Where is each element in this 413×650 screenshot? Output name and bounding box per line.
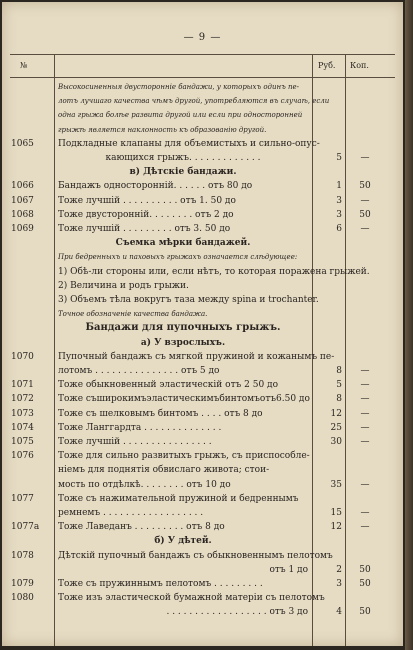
list-item [2,435,403,449]
list-item [2,336,403,350]
price-rub: 8 [336,394,342,405]
list-item [2,165,403,179]
item-text: Тоже Лаведанъ . . . . . . . . . отъ 8 до [58,522,225,533]
item-number: 1069 [11,224,34,234]
item-text: Тоже обыкновенный эластическій отъ 2 50 до [58,380,279,391]
item-text: Бандажъ односторонній. . . . . . отъ 80 до [58,181,253,192]
item-text: Съемка мѣрки бандажей. [115,238,251,249]
price-kop: — [360,422,370,433]
price-rub: 2 [336,564,342,575]
item-text: Тоже съширокимъэластическимъбинтомъотъ6.50 до [58,394,310,405]
price-rub: 3 [336,209,342,220]
price-kop: 50 [359,607,371,618]
header-bottom-rule [10,77,395,78]
item-text: Тоже изъ эластической бумажной матеріи съ пелотомъ [58,593,325,604]
item-text: Высокосиненныя двусторонніе бандажи, у которыхъ одинъ пе- [58,83,300,91]
list-item [2,250,403,264]
item-number: 1067 [11,195,34,206]
column-header-number: № [20,61,28,70]
price-kop: — [360,408,370,419]
item-text: Тоже съ шелковымъ бинтомъ . . . . отъ 8 до [58,408,263,419]
list-item [2,478,403,492]
list-item [2,265,403,279]
price-kop: — [360,366,370,376]
price-rub: 5 [336,153,342,163]
list-item [2,605,403,619]
price-kop: 50 [359,209,371,220]
item-text: в) Дѣтскіе бандажи. [129,167,237,178]
list-item [2,194,403,208]
price-kop: — [360,508,370,518]
item-text: . . . . . . . . . . . . . . . . . . отъ 3 до [166,607,308,618]
item-number: 1074 [11,422,34,433]
column-header-rub: Руб. [318,61,336,70]
item-text: Тоже съ нажимательной пружиной и бедреннымъ [58,493,299,504]
list-item [2,364,403,378]
list-item [2,236,403,250]
item-number: 1068 [11,209,34,220]
item-text: грыжѣ является наклонность къ образованію другой. [58,125,267,134]
item-text: ремнемъ . . . . . . . . . . . . . . . . . . [58,508,204,518]
price-kop: — [360,224,370,234]
price-kop: — [360,195,370,206]
item-text: Пупочный бандажъ съ мягкой пружиной и кожанымъ пе- [58,351,335,362]
header-top-rule [10,54,395,55]
item-text: ніемъ для поднятія обвислаго живота; стои- [58,465,270,476]
item-number: 1070 [11,351,34,362]
price-rub: 35 [330,479,342,490]
price-kop: — [360,437,370,447]
price-rub: 1 [336,181,342,192]
list-item [2,563,403,577]
item-text: одна грыжа болѣе развита другой или если при односторонней [58,111,303,120]
item-text: лотъ лучшаго качества чѣмъ другой, употребляются въ случаѣ, если [58,97,330,106]
list-item [2,449,403,463]
column-header-kop: Коп. [350,61,369,70]
price-kop: — [360,522,370,533]
item-text: 3) Объемъ тѣла вокругъ таза между spina и trochanter. [58,295,319,305]
price-rub: 15 [330,508,342,518]
list-item [2,506,403,520]
page-edge [405,0,413,650]
price-kop: — [360,153,370,163]
price-kop: 50 [359,181,371,192]
item-text: 1) Обѣ-ли стороны или, если нѣтъ, то которая поражена грыжей. [58,266,370,277]
price-rub: 5 [336,380,342,391]
price-kop: 50 [359,579,371,589]
list-item [2,407,403,421]
item-text: мость по отдѣлкѣ. . . . . . . . отъ 10 до [58,479,231,490]
item-text: Тоже лучшій . . . . . . . . . . отъ 1. 50 до [58,195,236,206]
item-number: 1076 [11,451,34,462]
list-item [2,321,403,335]
list-item [2,463,403,477]
list-item [2,549,403,563]
item-text: Точное обозначеніе качества бандажа. [58,310,208,319]
item-number: 1065 [11,138,34,149]
item-number: 1071 [11,380,34,391]
list-item [2,80,403,94]
price-rub: 25 [330,422,342,433]
item-text: Тоже съ пружиннымъ пелотомъ . . . . . . . . . [58,579,263,589]
price-kop: — [360,479,370,490]
price-rub: 8 [336,366,342,376]
price-kop: — [360,380,370,391]
price-rub: 12 [330,522,342,533]
item-text: Подкладные клапаны для объемистыхъ и сильно-опус- [58,138,320,149]
price-rub: 30 [330,437,342,447]
item-number: 1072 [11,394,34,405]
item-text: Дѣтскій пупочный бандажъ съ обыкновеннымъ пелотомъ [58,550,333,561]
list-item [2,222,403,236]
page-number: — 9 — [183,32,222,43]
list-item [2,108,403,122]
list-item [2,350,403,364]
item-text: отъ 1 до [269,564,308,575]
item-text: Бандажи для пупочныхъ грыжъ. [85,322,281,334]
list-item [2,307,403,321]
list-item [2,534,403,548]
list-item [2,123,403,137]
item-text: б) У дѣтей. [154,536,212,547]
list-item [2,293,403,307]
list-item [2,137,403,151]
list-item [2,392,403,406]
price-rub: 4 [336,607,342,618]
price-rub: 12 [330,408,342,419]
price-kop: — [360,394,370,405]
item-number: 1066 [11,181,34,192]
price-rub: 3 [336,195,342,206]
list-item [2,208,403,222]
list-item [2,520,403,534]
item-text: кающихся грыжъ. . . . . . . . . . . . . [105,153,261,163]
item-number: 1077а [11,522,40,533]
price-rub: 6 [336,224,342,234]
list-item [2,591,403,605]
list-item [2,94,403,108]
item-text: При бедренныхъ и паховыхъ грыжахъ означается слѣдующее: [58,253,298,262]
item-text: Тоже лучшій . . . . . . . . . . . . . . . . [58,437,212,447]
item-text: Тоже для сильно развитыхъ грыжъ, съ приспособле- [58,451,310,462]
list-item [2,378,403,392]
item-number: 1077 [11,493,34,504]
price-rub: 3 [336,579,342,589]
list-item [2,279,403,293]
item-text: Тоже Ланггардта . . . . . . . . . . . . . . [58,422,222,433]
list-item [2,492,403,506]
item-text: а) У взрослыхъ. [140,337,226,348]
item-number: 1073 [11,408,34,419]
item-number: 1080 [11,593,34,604]
list-item [2,151,403,165]
price-kop: 50 [359,564,371,575]
item-number: 1079 [11,579,34,589]
item-text: Тоже двусторонній. . . . . . . . отъ 2 до [58,209,234,220]
list-item [2,179,403,193]
item-text: лотомъ . . . . . . . . . . . . . . . отъ 5 до [58,366,220,376]
item-number: 1075 [11,437,34,447]
item-number: 1078 [11,550,34,561]
list-item [2,421,403,435]
catalog-page [2,2,403,646]
item-text: Тоже лучшій . . . . . . . . . отъ 3. 50 до [58,224,231,234]
list-item [2,577,403,591]
item-text: 2) Величина и родъ грыжи. [58,280,189,291]
